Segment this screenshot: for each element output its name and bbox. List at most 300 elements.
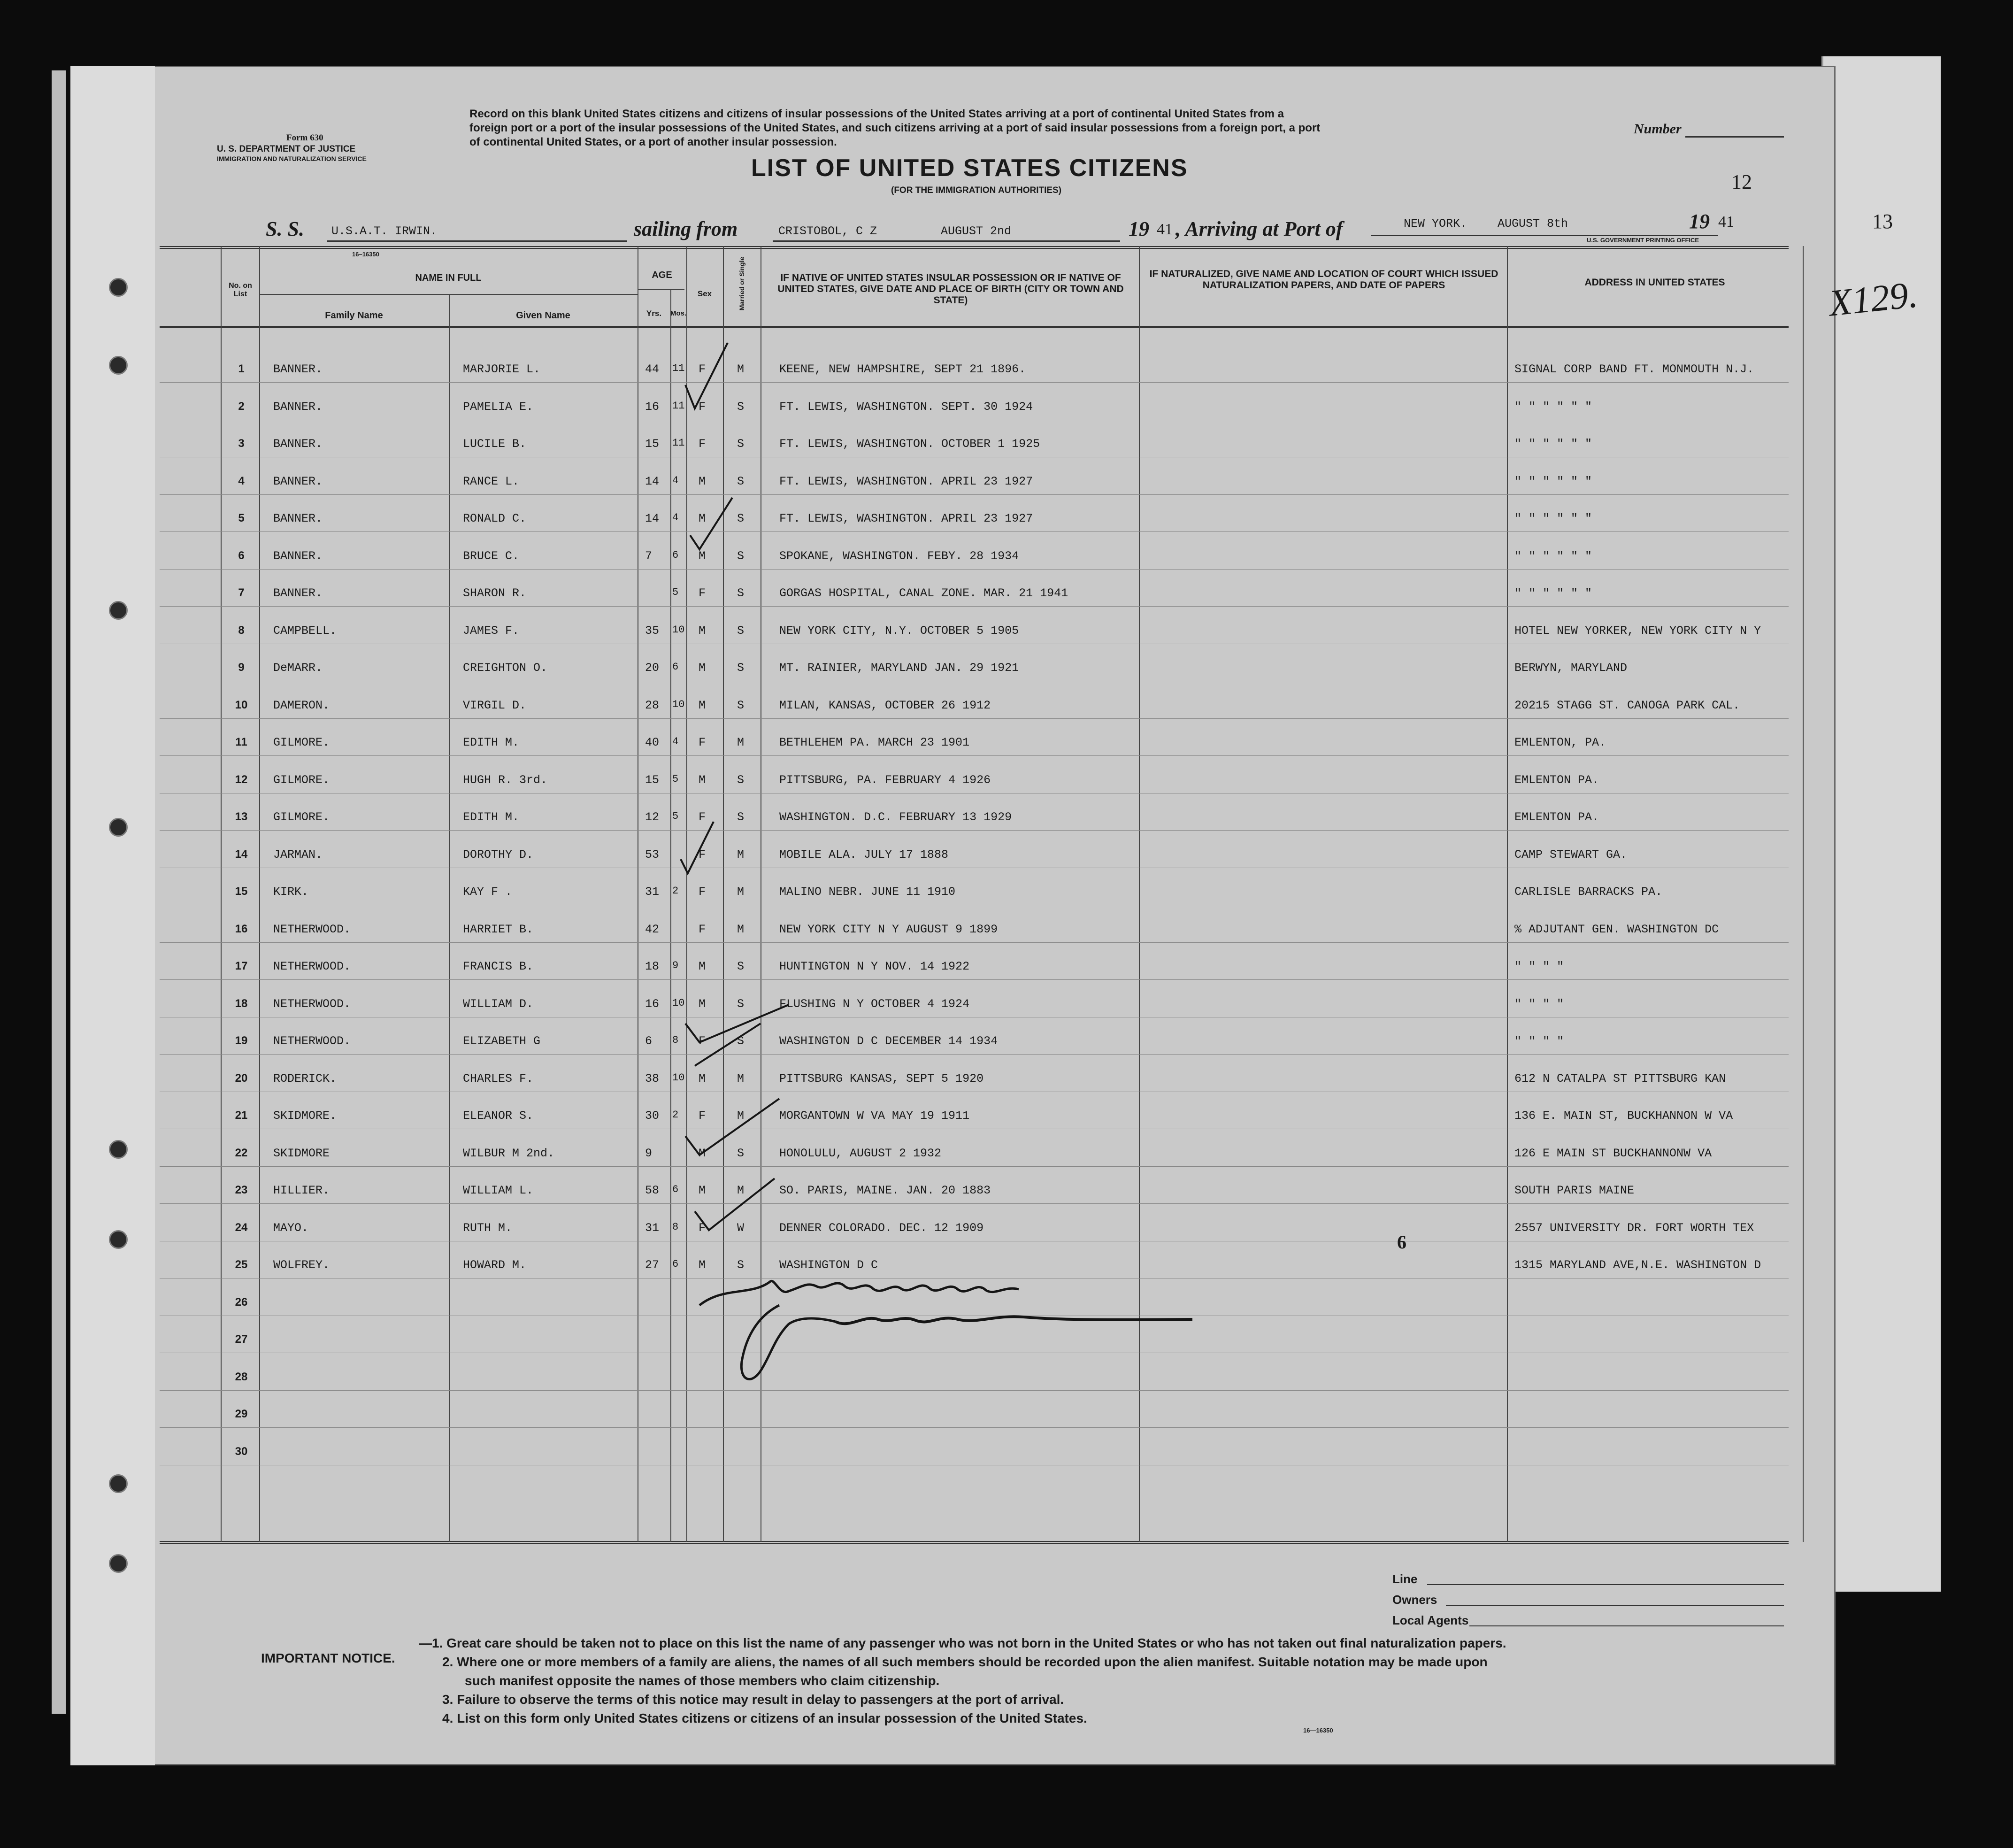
header-age: AGE	[652, 270, 672, 280]
cell-address: CARLISLE BARRACKS PA.	[1514, 885, 1663, 899]
row-rule	[160, 606, 1789, 607]
cell-birth: SO. PARIS, MAINE. JAN. 20 1883	[779, 1184, 991, 1197]
cell-birth: FT. LEWIS, WASHINGTON. OCTOBER 1 1925	[779, 437, 1040, 451]
cell-family: BANNER.	[273, 362, 323, 376]
row-rule	[160, 830, 1789, 831]
row-rule	[160, 382, 1789, 383]
cell-given: RANCE L.	[463, 474, 520, 488]
cell-address: HOTEL NEW YORKER, NEW YORK CITY N Y	[1514, 624, 1761, 638]
year2-prefix: 19	[1689, 210, 1710, 233]
header-given-name: Given Name	[516, 310, 570, 321]
cell-birth: MOBILE ALA. JULY 17 1888	[779, 847, 949, 862]
cell-sex: M	[699, 624, 706, 638]
cell-sex: M	[699, 997, 706, 1011]
cell-sex: F	[699, 885, 706, 899]
table-bottom-rule	[160, 1541, 1789, 1544]
cell-address: " " " " " "	[1514, 437, 1592, 451]
to-port: NEW YORK.	[1404, 217, 1467, 231]
header-married: Married or Single	[738, 256, 745, 311]
row-number: 23	[235, 1184, 248, 1196]
cell-mos: 5	[672, 586, 679, 598]
row-number: 7	[238, 586, 245, 599]
cell-address: 1315 MARYLAND AVE,N.E. WASHINGTON D	[1514, 1258, 1761, 1272]
cell-yrs: 27	[645, 1258, 660, 1272]
cell-mos: 9	[672, 960, 679, 971]
cell-ms: S	[737, 474, 745, 488]
row-number: 2	[238, 400, 245, 413]
cell-address: 126 E MAIN ST BUCKHANNONW VA	[1514, 1146, 1712, 1160]
row-rule	[160, 979, 1789, 980]
row-number: 28	[235, 1370, 248, 1383]
header-name-in-full: NAME IN FULL	[415, 273, 482, 283]
header-address: ADDRESS IN UNITED STATES	[1584, 277, 1725, 288]
col-line	[449, 294, 450, 1542]
cell-yrs: 14	[645, 512, 660, 525]
row-number: 24	[235, 1221, 248, 1234]
cell-ms: S	[737, 661, 745, 675]
cell-ms: S	[737, 400, 745, 414]
cell-family: NETHERWOOD.	[273, 997, 351, 1011]
cell-sex: F	[699, 1221, 706, 1235]
cell-given: HUGH R. 3rd.	[463, 773, 548, 787]
cell-ms: M	[737, 847, 745, 862]
row-number: 18	[235, 997, 248, 1010]
row-rule	[160, 569, 1789, 570]
header-naturalized: IF NATURALIZED, GIVE NAME AND LOCATION OF COURT WHICH ISSUED NATURALIZATION PAPERS, AND DATE OF PAPERS	[1149, 269, 1498, 291]
cell-mos: 10	[672, 698, 685, 710]
cell-address: CAMP STEWART GA.	[1514, 847, 1628, 862]
cell-sex: M	[699, 1258, 706, 1272]
to-date: AUGUST 8th	[1498, 217, 1568, 231]
row-number: 26	[235, 1295, 248, 1309]
notice-footer-code: 16—16350	[1303, 1727, 1333, 1734]
cell-yrs: 20	[645, 661, 660, 675]
col-line	[221, 246, 222, 1542]
cell-ms: S	[737, 549, 745, 563]
cell-mos: 4	[672, 736, 679, 747]
row-rule	[160, 1054, 1789, 1055]
cell-yrs: 31	[645, 1221, 660, 1235]
cell-sex: F	[699, 922, 706, 936]
cell-address: EMLENTON, PA.	[1514, 736, 1606, 749]
cell-family: WOLFREY.	[273, 1258, 330, 1272]
cell-given: HOWARD M.	[463, 1258, 527, 1272]
cell-family: BANNER.	[273, 400, 323, 414]
row-number: 19	[235, 1034, 248, 1047]
cell-yrs: 6	[645, 1034, 653, 1048]
cell-yrs: 14	[645, 474, 660, 488]
row-number: 16	[235, 922, 248, 935]
cell-mos: 6	[672, 661, 679, 673]
cell-family: BANNER.	[273, 437, 323, 451]
cell-family: JARMAN.	[273, 847, 323, 862]
agents-owners-label: Owners	[1392, 1593, 1437, 1607]
age-divider	[638, 289, 684, 290]
check-marks	[667, 329, 826, 1305]
cell-birth: NEW YORK CITY N Y AUGUST 9 1899	[779, 922, 998, 936]
cell-sex: M	[699, 698, 706, 712]
cell-given: PAMELIA E.	[463, 400, 534, 414]
row-rule	[160, 755, 1789, 756]
row-rule	[160, 494, 1789, 495]
cell-birth: HONOLULU, AUGUST 2 1932	[779, 1146, 942, 1160]
cell-mos: 5	[672, 810, 679, 822]
cell-family: BANNER.	[273, 549, 323, 563]
page-title: LIST OF UNITED STATES CITIZENS	[751, 154, 1188, 182]
cell-yrs: 28	[645, 698, 660, 712]
printer-code: 16–16350	[352, 251, 379, 258]
cell-family: KIRK.	[273, 885, 309, 899]
sailing-label: sailing from	[634, 217, 738, 240]
notice-item-3: such manifest opposite the names of those members who claim citizenship.	[465, 1673, 940, 1688]
cell-address: 136 E. MAIN ST, BUCKHANNON W VA	[1514, 1109, 1733, 1123]
row-number: 4	[238, 474, 245, 487]
cell-sex: M	[699, 512, 706, 525]
cell-ms: M	[737, 362, 745, 376]
cell-address: " " " " " "	[1514, 549, 1592, 563]
cell-family: GILMORE.	[273, 773, 330, 787]
notice-item-1: —1. Great care should be taken not to place on this list the name of any passenger who was not born in the United States or who has not taken out final naturalization papers.	[419, 1636, 1506, 1650]
binding-hole	[109, 278, 128, 297]
cell-given: EDITH M.	[463, 736, 520, 749]
agents-local-label: Local Agents	[1392, 1613, 1469, 1627]
year1-prefix: 19	[1129, 217, 1149, 240]
cell-birth: BETHLEHEM PA. MARCH 23 1901	[779, 736, 970, 749]
margin-note: X129.	[1827, 274, 1920, 324]
cell-given: WILLIAM D.	[463, 997, 534, 1011]
cell-birth: FLUSHING N Y OCTOBER 4 1924	[779, 997, 970, 1011]
cell-birth: GORGAS HOSPITAL, CANAL ZONE. MAR. 21 1941	[779, 586, 1068, 600]
cell-mos: 6	[672, 1258, 679, 1270]
header-sex: Sex	[697, 289, 712, 298]
binding-hole	[109, 818, 128, 837]
cell-ms: M	[737, 736, 745, 749]
cell-given: MARJORIE L.	[463, 362, 541, 376]
cell-mos: 11	[672, 400, 685, 412]
cell-ms: S	[737, 810, 745, 824]
cell-ms: S	[737, 512, 745, 525]
cell-mos: 8	[672, 1034, 679, 1046]
cell-birth: MT. RAINIER, MARYLAND JAN. 29 1921	[779, 661, 1019, 675]
binding-strip	[70, 66, 155, 1765]
cell-ms: W	[737, 1221, 745, 1235]
cell-mos: 4	[672, 474, 679, 486]
cell-given: SHARON R.	[463, 586, 527, 600]
row-rule	[160, 531, 1789, 532]
row-number: 5	[238, 512, 245, 524]
cell-sex: F	[699, 1034, 706, 1048]
cell-family: NETHERWOOD.	[273, 922, 351, 936]
row-number: 10	[235, 698, 248, 711]
cell-yrs: 42	[645, 922, 660, 936]
cell-yrs: 58	[645, 1184, 660, 1197]
col-line	[1507, 246, 1508, 1542]
cell-sex: F	[699, 1109, 706, 1123]
notice-item-2: 2. Where one or more members of a family are aliens, the names of all such members should be recorded upon the alien manifest. Suitable notation may be made upon	[442, 1655, 1488, 1669]
cell-family: GILMORE.	[273, 810, 330, 824]
cell-yrs: 53	[645, 847, 660, 862]
page-subtitle: (FOR THE IMMIGRATION AUTHORITIES)	[891, 185, 1062, 195]
govt-print: U.S. GOVERNMENT PRINTING OFFICE	[1587, 237, 1699, 244]
from-port: CRISTOBOL, C Z	[778, 224, 877, 238]
cell-ms: S	[737, 1146, 745, 1160]
number-label: Number	[1634, 121, 1682, 137]
cell-given: DOROTHY D.	[463, 847, 534, 862]
cell-sex: M	[699, 549, 706, 563]
cell-family: SKIDMORE	[273, 1146, 330, 1160]
row-number: 9	[238, 661, 245, 674]
cell-sex: F	[699, 736, 706, 749]
form-service: IMMIGRATION AND NATURALIZATION SERVICE	[217, 155, 367, 162]
row-number: 17	[235, 960, 248, 972]
row-number: 14	[235, 847, 248, 861]
to-line	[1371, 235, 1718, 236]
notice-item-5: 4. List on this form only United States citizens or citizens of an insular possession of the United States.	[442, 1711, 1087, 1725]
cell-ms: S	[737, 586, 745, 600]
cell-mos: 5	[672, 773, 679, 785]
cell-yrs: 16	[645, 400, 660, 414]
cell-family: DeMARR.	[273, 661, 323, 675]
cell-sex: M	[699, 661, 706, 675]
row-number: 22	[235, 1146, 248, 1159]
binding-hole	[109, 1474, 128, 1493]
cell-birth: FT. LEWIS, WASHINGTON. SEPT. 30 1924	[779, 400, 1033, 414]
cell-birth: FT. LEWIS, WASHINGTON. APRIL 23 1927	[779, 512, 1033, 525]
cell-family: BANNER.	[273, 512, 323, 525]
row-rule	[160, 718, 1789, 719]
cell-ms: S	[737, 997, 745, 1011]
cell-family: BANNER.	[273, 474, 323, 488]
cell-yrs: 9	[645, 1146, 653, 1160]
row-number: 3	[238, 437, 245, 450]
cell-sex: F	[699, 847, 706, 862]
cell-yrs: 15	[645, 437, 660, 451]
header-family-name: Family Name	[325, 310, 383, 321]
cell-address: BERWYN, MARYLAND	[1514, 661, 1628, 675]
cell-address: 612 N CATALPA ST PITTSBURG KAN	[1514, 1071, 1726, 1086]
row-number: 11	[235, 736, 247, 748]
row-number: 27	[235, 1333, 248, 1346]
cell-address: 20215 STAGG ST. CANOGA PARK CAL.	[1514, 698, 1740, 712]
row-number: 25	[235, 1258, 248, 1271]
name-divider	[259, 294, 638, 295]
cell-family: DAMERON.	[273, 698, 330, 712]
cell-birth: MALINO NEBR. JUNE 11 1910	[779, 885, 956, 899]
form-dept: U. S. DEPARTMENT OF JUSTICE	[217, 144, 356, 154]
col-line	[259, 246, 260, 1542]
cell-birth: HUNTINGTON N Y NOV. 14 1922	[779, 960, 970, 973]
agents-local-rule	[1469, 1625, 1784, 1626]
year2: 41	[1718, 213, 1734, 231]
cell-address: " " " "	[1514, 960, 1564, 973]
header-yrs: Yrs.	[646, 309, 662, 318]
row-rule	[160, 1203, 1789, 1204]
cell-given: ELIZABETH G	[463, 1034, 541, 1048]
cell-family: GILMORE.	[273, 736, 330, 749]
cell-sex: M	[699, 773, 706, 787]
cell-ms: S	[737, 624, 745, 638]
cell-family: HILLIER.	[273, 1184, 330, 1197]
cell-ms: S	[737, 1034, 745, 1048]
arriving-label: , Arriving at Port of	[1176, 217, 1343, 240]
cell-mos: 6	[672, 1184, 679, 1195]
cell-address: " " " " " "	[1514, 400, 1592, 414]
cell-mos: 10	[672, 624, 685, 636]
row-number: 12	[235, 773, 248, 786]
page-number-13: 13	[1872, 210, 1893, 233]
cell-birth: WASHINGTON D C	[779, 1258, 878, 1272]
cell-birth: WASHINGTON. D.C. FEBRUARY 13 1929	[779, 810, 1012, 824]
cell-mos: 2	[672, 885, 679, 897]
ship-name: U.S.A.T. IRWIN.	[331, 224, 438, 238]
from-date: AUGUST 2nd	[941, 224, 1012, 238]
cell-given: RUTH M.	[463, 1221, 513, 1235]
cell-ms: S	[737, 437, 745, 451]
row-number: 8	[238, 624, 245, 637]
cell-birth: PITTSBURG KANSAS, SEPT 5 1920	[779, 1071, 984, 1086]
row-rule	[160, 942, 1789, 943]
row-number: 21	[235, 1109, 248, 1122]
cell-yrs: 18	[645, 960, 660, 973]
cell-family: MAYO.	[273, 1221, 309, 1235]
cell-address: " " " "	[1514, 997, 1564, 1011]
cell-mos: 10	[672, 1071, 685, 1084]
cell-family: NETHERWOOD.	[273, 1034, 351, 1048]
row-number: 15	[235, 885, 248, 898]
binding-hole	[109, 1230, 128, 1249]
from-line	[773, 240, 1120, 242]
record-line-1: Record on this blank United States citizens and citizens of insular possessions of the United States arriving at a port of continental United States from a	[469, 108, 1284, 120]
cell-address: SIGNAL CORP BAND FT. MONMOUTH N.J.	[1514, 362, 1754, 376]
cell-given: JAMES F.	[463, 624, 520, 638]
header-no: No. on List	[229, 282, 252, 298]
cell-address: " " " " " "	[1514, 512, 1592, 525]
cell-yrs: 7	[645, 549, 653, 563]
cell-ms: M	[737, 1109, 745, 1123]
header-mos: Mos.	[670, 309, 687, 317]
agents-line-label: Line	[1392, 1572, 1418, 1586]
cell-yrs: 12	[645, 810, 660, 824]
notice-label: IMPORTANT NOTICE.	[261, 1651, 395, 1665]
ship-line	[327, 240, 627, 242]
cell-birth: MILAN, KANSAS, OCTOBER 26 1912	[779, 698, 991, 712]
cell-given: EDITH M.	[463, 810, 520, 824]
cell-sex: F	[699, 362, 706, 376]
cell-sex: M	[699, 1146, 706, 1160]
binding-hole	[109, 356, 128, 375]
cell-address: EMLENTON PA.	[1514, 810, 1599, 824]
year1: 41	[1157, 221, 1173, 238]
cell-yrs: 35	[645, 624, 660, 638]
cell-birth: PITTSBURG, PA. FEBRUARY 4 1926	[779, 773, 991, 787]
cell-family: SKIDMORE.	[273, 1109, 337, 1123]
cell-sex: M	[699, 1071, 706, 1086]
cell-sex: F	[699, 437, 706, 451]
binding-hole	[109, 601, 128, 620]
cell-mos: 6	[672, 549, 679, 561]
cell-yrs: 16	[645, 997, 660, 1011]
row-number: 20	[235, 1071, 248, 1085]
cell-family: NETHERWOOD.	[273, 960, 351, 973]
cell-given: FRANCIS B.	[463, 960, 534, 973]
cell-given: ELEANOR S.	[463, 1109, 534, 1123]
cell-ms: M	[737, 1071, 745, 1086]
cell-address: " " " " " "	[1514, 474, 1592, 488]
cell-ms: S	[737, 960, 745, 973]
record-line-3: of continental United States, or a port of another insular possession.	[469, 136, 837, 148]
row-number: 6	[238, 549, 245, 562]
record-line-2: foreign port or a port of the insular possessions of the United States, and such citizens arriving at a port of said insular possessions from a foreign port, a port	[469, 122, 1321, 134]
cell-family: RODERICK.	[273, 1071, 337, 1086]
cell-address: 2557 UNIVERSITY DR. FORT WORTH TEX	[1514, 1221, 1754, 1235]
row-number: 13	[235, 810, 248, 823]
cell-address: " " " " " "	[1514, 586, 1592, 600]
cell-given: KAY F .	[463, 885, 513, 899]
header-birth: IF NATIVE OF UNITED STATES INSULAR POSSESSION OR IF NATIVE OF UNITED STATES, GIVE DATE AND PLACE OF BIRTH (CITY OR TOWN AND STATE)	[777, 272, 1124, 306]
cell-mos: 11	[672, 362, 685, 374]
cell-given: WILLIAM L.	[463, 1184, 534, 1197]
table-top-rule	[160, 246, 1789, 249]
row-rule	[160, 1166, 1789, 1167]
cell-birth: FT. LEWIS, WASHINGTON. APRIL 23 1927	[779, 474, 1033, 488]
cell-birth: NEW YORK CITY, N.Y. OCTOBER 5 1905	[779, 624, 1019, 638]
cell-mos: 10	[672, 997, 685, 1009]
cell-sex: M	[699, 1184, 706, 1197]
cell-given: HARRIET B.	[463, 922, 534, 936]
cell-family: BANNER.	[273, 586, 323, 600]
cell-mos: 8	[672, 1221, 679, 1233]
cell-yrs: 15	[645, 773, 660, 787]
cell-ms: M	[737, 885, 745, 899]
cell-ms: S	[737, 698, 745, 712]
cell-birth: SPOKANE, WASHINGTON. FEBY. 28 1934	[779, 549, 1019, 563]
col-line	[1803, 246, 1804, 1542]
cell-address: % ADJUTANT GEN. WASHINGTON DC	[1514, 922, 1719, 936]
cell-birth: MORGANTOWN W VA MAY 19 1911	[779, 1109, 970, 1123]
cell-ms: M	[737, 922, 745, 936]
cell-given: VIRGIL D.	[463, 698, 527, 712]
ss-label: S. S.	[266, 217, 304, 240]
cell-family: CAMPBELL.	[273, 624, 337, 638]
cell-yrs: 31	[645, 885, 660, 899]
cell-birth: DENNER COLORADO. DEC. 12 1909	[779, 1221, 984, 1235]
cell-ms: M	[737, 1184, 745, 1197]
cell-birth: WASHINGTON D C DECEMBER 14 1934	[779, 1034, 998, 1048]
row-number: 30	[235, 1445, 248, 1458]
row-rule	[160, 1427, 1789, 1428]
cell-sex: F	[699, 810, 706, 824]
row-number: 29	[235, 1408, 248, 1420]
cell-mos: 4	[672, 512, 679, 524]
cell-given: CREIGHTON O.	[463, 661, 548, 675]
number-line	[1685, 136, 1784, 138]
cell-mos: 11	[672, 437, 685, 449]
cell-mos: 2	[672, 1109, 679, 1121]
cell-given: RONALD C.	[463, 512, 527, 525]
cell-given: BRUCE C.	[463, 549, 520, 563]
row-number: 1	[238, 362, 245, 375]
cell-given: CHARLES F.	[463, 1071, 534, 1086]
cell-address: SOUTH PARIS MAINE	[1514, 1184, 1635, 1197]
cell-yrs: 44	[645, 362, 660, 376]
cell-address: EMLENTON PA.	[1514, 773, 1599, 787]
cell-ms: S	[737, 1258, 745, 1272]
cell-yrs: 40	[645, 736, 660, 749]
cell-sex: F	[699, 400, 706, 414]
binding-hole	[109, 1140, 128, 1159]
cell-ms: S	[737, 773, 745, 787]
notice-item-4: 3. Failure to observe the terms of this notice may result in delay to passengers at the port of arrival.	[442, 1692, 1064, 1707]
